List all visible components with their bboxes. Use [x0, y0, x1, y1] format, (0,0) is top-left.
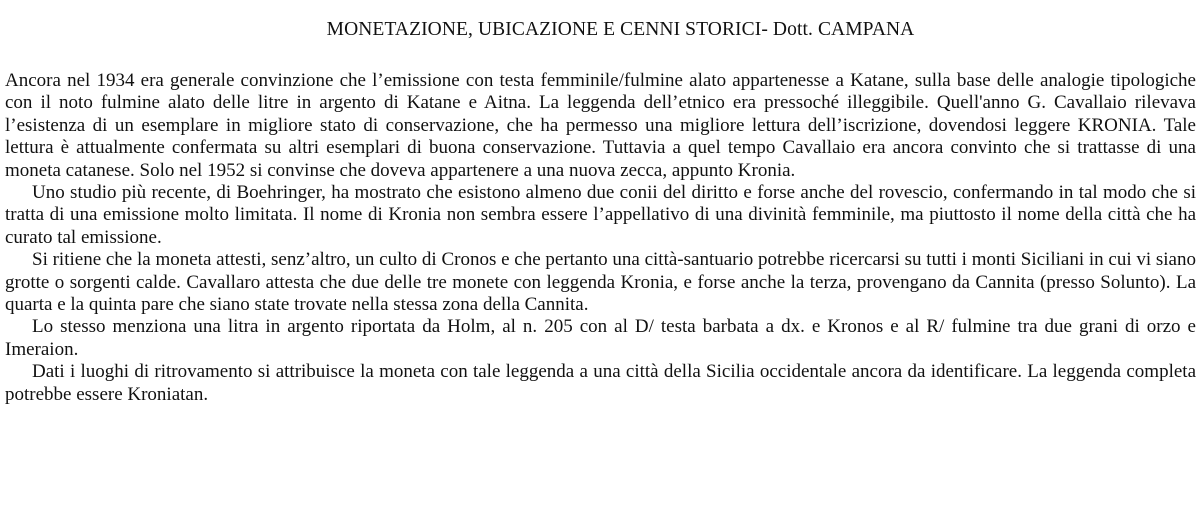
document-page: [0, 19, 1200, 517]
paragraph-1: Ancora nel 1934 era generale convinzione che l’emissione con testa femminile/fulmine alato appartenesse a Katane, sulla base delle analogie tipologiche con il noto fulmine alato delle litre in argento di Katane e Aitna. La leggenda dell’etnico era pressoché illeggibile. Quell'anno G. Cavallaio rilevava l’esistenza di un esemplare in migliore stato di conservazione, che ha permesso una migliore lettura dell’iscrizione, dovendosi leggere KRONIA. Tale lettura è attualmente confermata su altri esemplari di buona conservazione. Tuttavia a quel tempo Cavallaio era ancora convinto che si trattasse di una moneta catanese. Solo nel 1952 si convinse che doveva appartenere a una nuova zecca, appunto Kronia.: [5, 70, 1196, 181]
paragraph-5: Dati i luoghi di ritrovamento si attribuisce la moneta con tale leggenda a una città della Sicilia occidentale ancora da identificare. La leggenda completa potrebbe essere Kroniatan.: [5, 361, 1196, 405]
paragraph-2: Uno studio più recente, di Boehringer, ha mostrato che esistono almeno due conii del diritto e forse anche del rovescio, confermando in tal modo che si tratta di una emissione molto limitata. Il nome di Kronia non sembra essere l’appellativo di una divinità femminile, ma piuttosto il nome della città che ha curato tal emissione.: [5, 182, 1196, 248]
document-body: [5, 70, 1196, 406]
paragraph-3: Si ritiene che la moneta attesti, senz’altro, un culto di Cronos e che pertanto una città-santuario potrebbe ricercarsi su tutti i monti Siciliani in cui vi siano grotte o sorgenti calde. Cavallaro attesta che due delle tre monete con leggenda Kronia, e forse anche la terza, provengano da Cannita (presso Solunto). La quarta e la quinta pare che siano state trovate nella stessa zona della Cannita.: [5, 249, 1196, 316]
page-title: MONETAZIONE, UBICAZIONE E CENNI STORICI- Dott. CAMPANA: [326, 19, 915, 40]
paragraph-4: Lo stesso menziona una litra in argento riportata da Holm, al n. 205 con al D/ testa barbata a dx. e Kronos e al R/ fulmine tra due grani di orzo e Imeraion.: [5, 316, 1196, 360]
